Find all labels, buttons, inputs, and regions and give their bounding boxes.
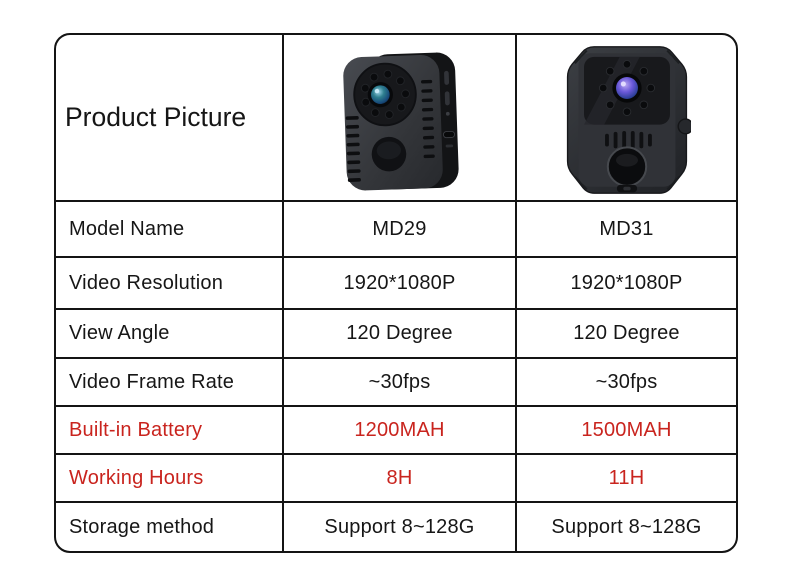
row-value-video-frame-rate-md31: ~30fps — [517, 359, 736, 405]
row-value-built-in-battery-md31: 1500MAH — [517, 407, 736, 453]
row-value-model-name-md31: MD31 — [517, 202, 736, 256]
spec-table — [54, 33, 738, 553]
row-label-view-angle: View Angle — [56, 310, 282, 357]
row-value-storage-method-md31: Support 8~128G — [517, 503, 736, 551]
row-value-working-hours-md31: 11H — [517, 455, 736, 501]
row-value-view-angle-md31: 120 Degree — [517, 310, 736, 357]
row-label-video-resolution: Video Resolution — [56, 258, 282, 308]
row-label-storage-method: Storage method — [56, 503, 282, 551]
row-value-storage-method-md29: Support 8~128G — [284, 503, 515, 551]
row-label-model-name: Model Name — [56, 202, 282, 256]
row-value-view-angle-md29: 120 Degree — [284, 310, 515, 357]
product-image-cell-md31 — [517, 35, 736, 200]
row-value-model-name-md29: MD29 — [284, 202, 515, 256]
row-value-built-in-battery-md29: 1200MAH — [284, 407, 515, 453]
md29-product-image — [330, 46, 470, 198]
row-label-working-hours: Working Hours — [56, 455, 282, 501]
row-value-video-resolution-md29: 1920*1080P — [284, 258, 515, 308]
row-value-video-resolution-md31: 1920*1080P — [517, 258, 736, 308]
md31-product-image — [563, 42, 691, 198]
row-label-built-in-battery: Built-in Battery — [56, 407, 282, 453]
row-value-video-frame-rate-md29: ~30fps — [284, 359, 515, 405]
row-value-working-hours-md29: 8H — [284, 455, 515, 501]
product-image-cell-md29 — [284, 35, 515, 200]
product-picture-header — [56, 35, 282, 200]
row-label-video-frame-rate: Video Frame Rate — [56, 359, 282, 405]
product-picture-label: Product Picture — [65, 102, 247, 132]
